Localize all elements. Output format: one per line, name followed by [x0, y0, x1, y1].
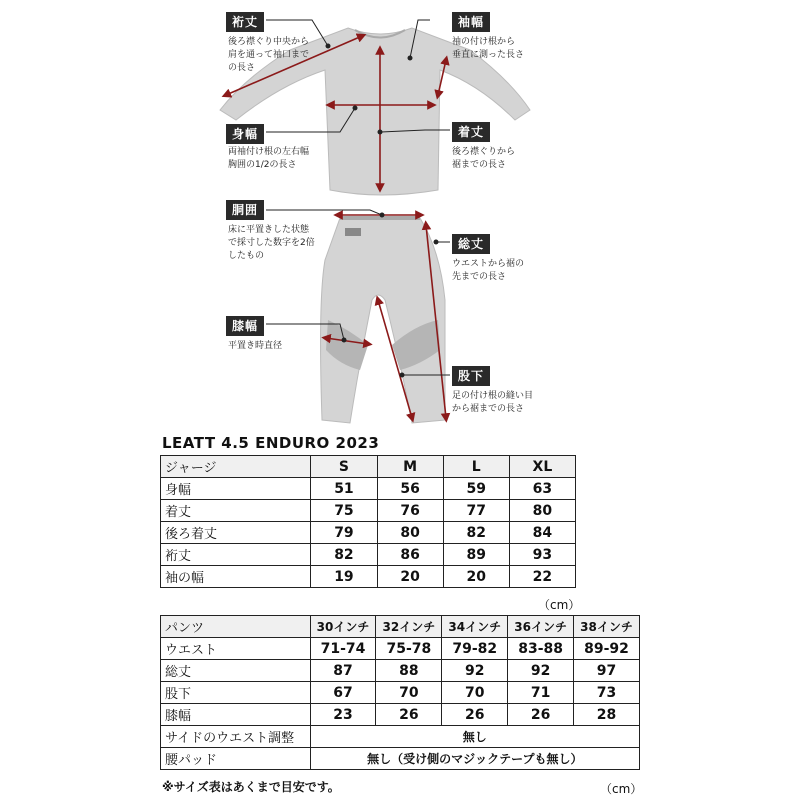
table-cell: 82	[311, 544, 377, 566]
soutake-label: 総丈	[452, 234, 490, 254]
table-cell: 79	[311, 522, 377, 544]
header-cell: パンツ	[161, 616, 311, 638]
product-title: LEATT 4.5 ENDURO 2023	[162, 434, 380, 452]
table-cell: 77	[443, 500, 509, 522]
table-cell: 75-78	[376, 638, 442, 660]
row-label: 着丈	[161, 500, 311, 522]
table-cell: 92	[508, 660, 574, 682]
pants-unit: （cm）	[600, 782, 643, 796]
table-cell: 26	[376, 704, 442, 726]
table-cell: 20	[377, 566, 443, 588]
table-cell: 26	[508, 704, 574, 726]
domawari-label: 胴囲	[226, 200, 264, 220]
row-label: 裄丈	[161, 544, 311, 566]
table-cell: 79-82	[442, 638, 508, 660]
header-cell: 30インチ	[310, 616, 376, 638]
soutake-desc: ウエストから裾の 先までの長さ	[452, 259, 525, 282]
table-cell: 97	[574, 660, 640, 682]
size-note: ※サイズ表はあくまで目安です。	[162, 780, 340, 794]
mihaba-label: 身幅	[226, 124, 264, 144]
table-cell: 86	[377, 544, 443, 566]
table-cell: 67	[310, 682, 376, 704]
table-cell: 70	[376, 682, 442, 704]
table-cell: 80	[377, 522, 443, 544]
pants-shape	[321, 218, 445, 423]
table-cell: 23	[310, 704, 376, 726]
domawari-desc: 床に平置きした状態 で採寸した数字を2倍 したもの	[228, 225, 315, 261]
sodehaba-label: 袖幅	[452, 12, 490, 32]
table-cell: 73	[574, 682, 640, 704]
table-cell: 71-74	[310, 638, 376, 660]
header-cell: 36インチ	[508, 616, 574, 638]
table-cell: 56	[377, 478, 443, 500]
row-label: ウエスト	[161, 638, 311, 660]
hizahaba-label: 膝幅	[226, 316, 264, 336]
row-label: 膝幅	[161, 704, 311, 726]
row-label: 腰パッド	[161, 748, 311, 770]
table-cell: 76	[377, 500, 443, 522]
table-cell: 88	[376, 660, 442, 682]
header-cell: S	[311, 456, 377, 478]
table-header-row	[161, 456, 576, 478]
row-label: 後ろ着丈	[161, 522, 311, 544]
table-cell: 82	[443, 522, 509, 544]
table-cell: 89-92	[574, 638, 640, 660]
table-cell: 89	[443, 544, 509, 566]
hizahaba-desc: 平置き時直径	[228, 341, 283, 351]
table-cell: 51	[311, 478, 377, 500]
table-cell: 59	[443, 478, 509, 500]
table-cell: 70	[442, 682, 508, 704]
header-cell: ジャージ	[161, 456, 311, 478]
matashita-desc: 足の付け根の縫い目 から裾までの長さ	[452, 391, 534, 414]
table-cell: 83-88	[508, 638, 574, 660]
pants-size-table	[160, 615, 640, 770]
table-row	[161, 478, 576, 500]
yukitake-desc: 後ろ襟ぐり中央から 肩を通って袖口まで の長さ	[228, 37, 310, 73]
table-cell: 28	[574, 704, 640, 726]
row-label: 身幅	[161, 478, 311, 500]
jersey-size-table	[160, 455, 576, 588]
header-cell: 32インチ	[376, 616, 442, 638]
table-row	[161, 682, 640, 704]
header-cell: XL	[509, 456, 575, 478]
table-cell: 無し（受け側のマジックテープも無し）	[310, 748, 639, 770]
header-cell: L	[443, 456, 509, 478]
table-cell: 87	[310, 660, 376, 682]
row-label: 袖の幅	[161, 566, 311, 588]
jersey-unit: （cm）	[538, 598, 581, 612]
table-header-row	[161, 616, 640, 638]
table-row	[161, 704, 640, 726]
table-row	[161, 660, 640, 682]
table-cell: 22	[509, 566, 575, 588]
header-cell: 34インチ	[442, 616, 508, 638]
header-cell: M	[377, 456, 443, 478]
table-row	[161, 500, 576, 522]
table-row	[161, 726, 640, 748]
matashita-label: 股下	[452, 366, 490, 386]
sodehaba-desc: 袖の付け根から 垂直に測った長さ	[452, 37, 525, 60]
table-cell: 無し	[310, 726, 639, 748]
yukitake-label: 裄丈	[226, 12, 264, 32]
row-label: 総丈	[161, 660, 311, 682]
table-cell: 63	[509, 478, 575, 500]
table-row	[161, 544, 576, 566]
table-cell: 71	[508, 682, 574, 704]
kitake-label: 着丈	[452, 122, 490, 142]
table-cell: 92	[442, 660, 508, 682]
table-cell: 84	[509, 522, 575, 544]
mihaba-desc: 両袖付け根の左右幅 胸囲の1/2の長さ	[228, 147, 310, 170]
table-cell: 93	[509, 544, 575, 566]
table-row	[161, 638, 640, 660]
table-cell: 20	[443, 566, 509, 588]
row-label: 股下	[161, 682, 311, 704]
table-cell: 75	[311, 500, 377, 522]
row-label: サイドのウエスト調整	[161, 726, 311, 748]
table-cell: 19	[311, 566, 377, 588]
header-cell: 38インチ	[574, 616, 640, 638]
table-row	[161, 522, 576, 544]
table-row	[161, 566, 576, 588]
kitake-desc: 後ろ襟ぐりから 裾までの長さ	[452, 147, 516, 170]
table-cell: 80	[509, 500, 575, 522]
table-row	[161, 748, 640, 770]
table-cell: 26	[442, 704, 508, 726]
